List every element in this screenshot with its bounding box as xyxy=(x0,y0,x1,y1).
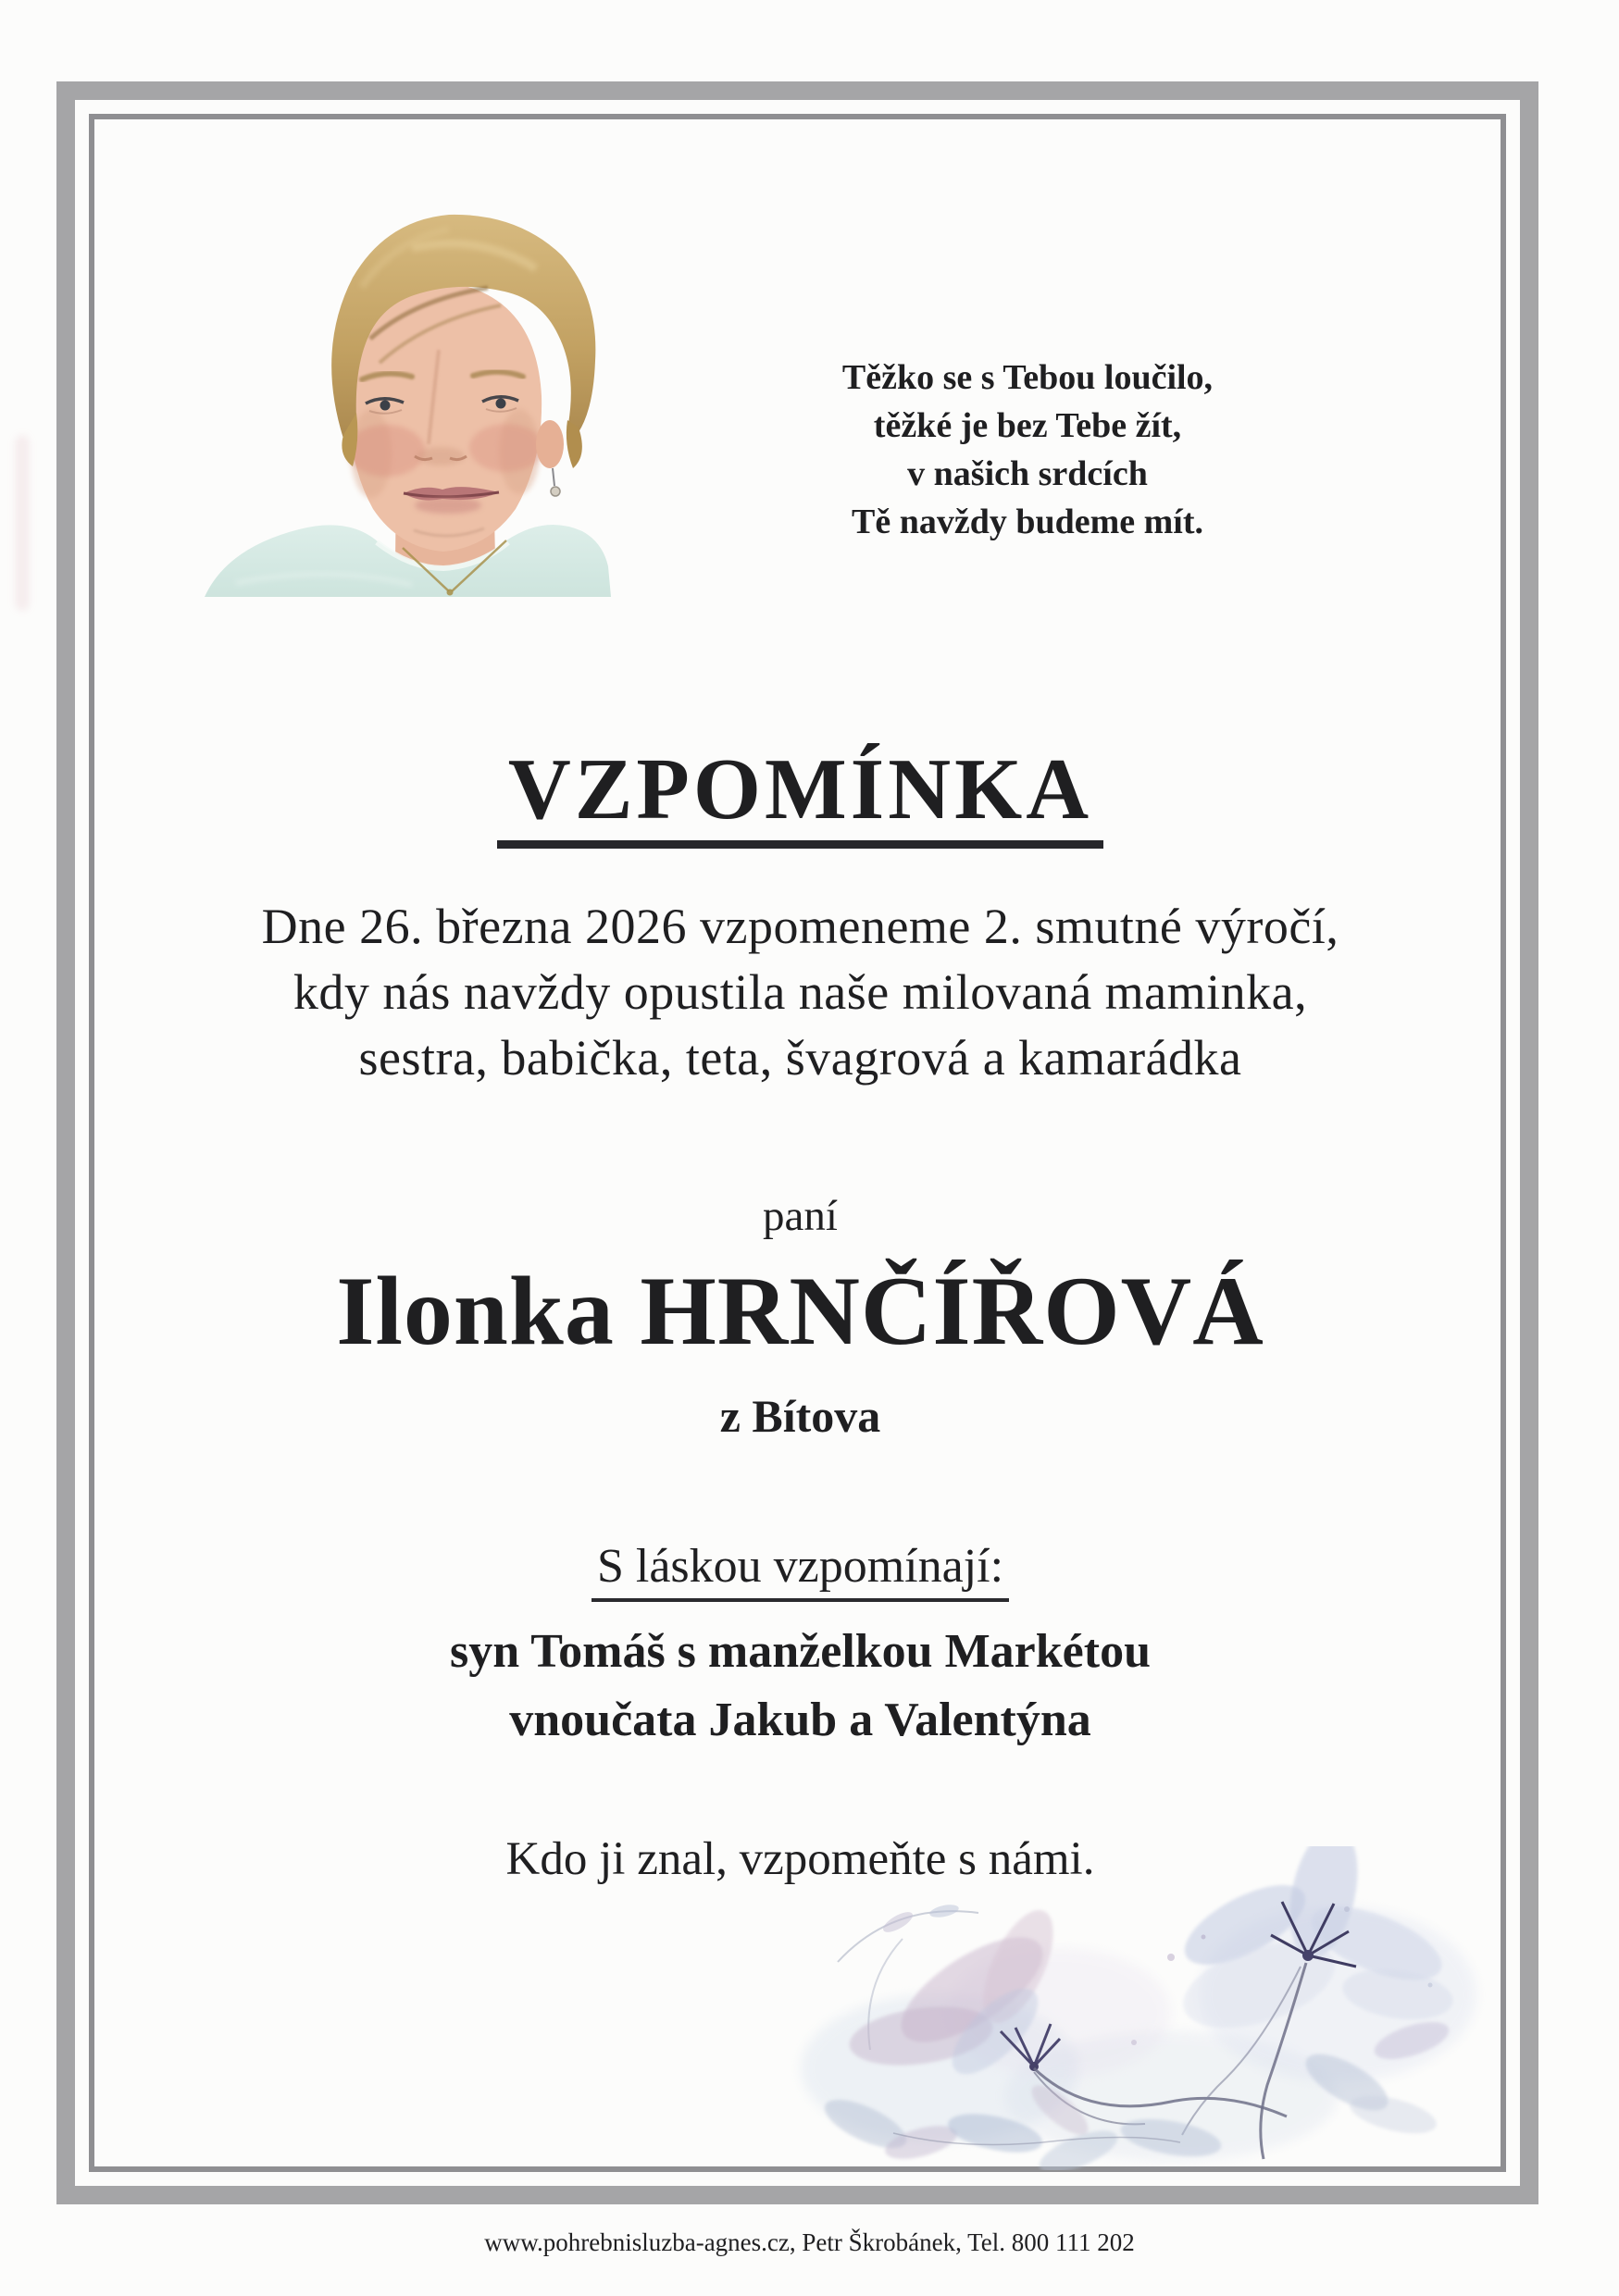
scan-artifact xyxy=(15,435,30,611)
closing-line: Kdo ji znal, vzpomeňte s námi. xyxy=(505,1833,1095,1885)
memorial-verse xyxy=(713,354,1342,546)
anniversary-line: kdy nás navždy opustila naše milovaná maminka, xyxy=(293,964,1308,1020)
mourners-line: vnoučata Jakub a Valentýna xyxy=(509,1694,1091,1746)
mourners-list xyxy=(102,1618,1499,1755)
salutation: paní xyxy=(763,1192,838,1240)
mourners-line: syn Tomáš s manželkou Markétou xyxy=(450,1625,1151,1678)
page-title-text: VZPOMÍNKA xyxy=(497,746,1103,849)
verse-line: Těžko se s Tebou loučilo, xyxy=(841,358,1214,397)
anniversary-line: Dne 26. března 2026 vzpomeneme 2. smutné výročí, xyxy=(261,899,1339,954)
verse-line: těžké je bez Tebe žít, xyxy=(873,406,1182,445)
page-title xyxy=(102,741,1499,849)
residence: z Bítova xyxy=(719,1390,881,1442)
mourners-heading xyxy=(102,1540,1499,1602)
anniversary-text xyxy=(102,894,1499,1091)
verse-line: v našich srdcích xyxy=(907,454,1148,493)
portrait-photo xyxy=(181,130,611,597)
mourners-heading-text: S láskou vzpomínají: xyxy=(592,1540,1009,1602)
anniversary-line: sestra, babička, teta, švagrová a kamarádka xyxy=(358,1030,1242,1086)
verse-line: Tě navždy budeme mít. xyxy=(852,503,1203,541)
flower-decoration xyxy=(782,1846,1504,2170)
footer-contact: www.pohrebnisluzba-agnes.cz, Petr Škrobánek, Tel. 800 111 202 xyxy=(484,2228,1135,2256)
deceased-name: Ilonka HRNČÍŘOVÁ xyxy=(336,1257,1264,1365)
